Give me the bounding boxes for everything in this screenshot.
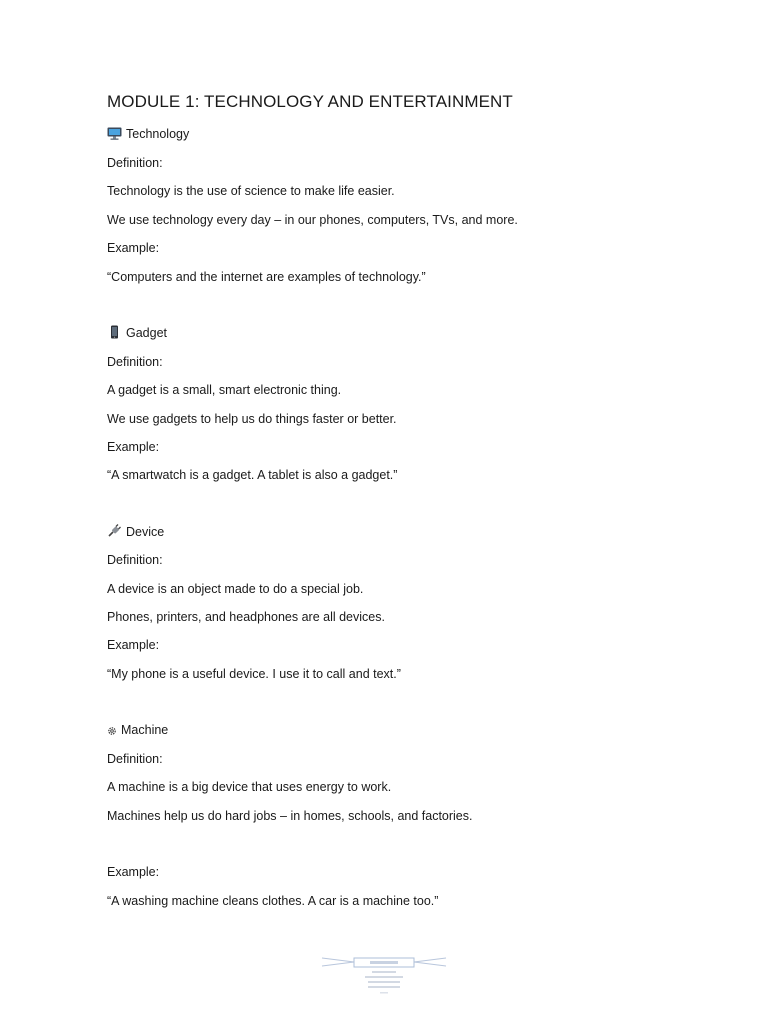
gear-icon bbox=[107, 722, 118, 738]
example-text: “Computers and the internet are examples of technology.” bbox=[107, 270, 426, 284]
definition-label: Definition: bbox=[107, 752, 163, 766]
example-label: Example: bbox=[107, 638, 160, 652]
definition-label: Definition: bbox=[107, 355, 163, 369]
definition-text: Machines help us do hard jobs – in homes, schools, and factories. bbox=[107, 809, 473, 823]
example-label: Example: bbox=[107, 865, 160, 879]
definition-text: We use technology every day – in our phones, computers, TVs, and more. bbox=[107, 213, 518, 227]
desktop-computer-icon bbox=[107, 126, 123, 142]
definition-text: Phones, printers, and headphones are all devices. bbox=[107, 610, 385, 624]
example-label: Example: bbox=[107, 440, 160, 454]
footer-logo-icon bbox=[320, 952, 448, 996]
definition-label: Definition: bbox=[107, 156, 163, 170]
page-title: MODULE 1: TECHNOLOGY AND ENTERTAINMENT bbox=[107, 92, 513, 111]
electric-plug-icon bbox=[107, 524, 123, 540]
mobile-phone-icon bbox=[107, 325, 123, 341]
section-heading-device: Device bbox=[107, 524, 164, 540]
definition-text: We use gadgets to help us do things faster or better. bbox=[107, 412, 397, 426]
section-heading-technology: Technology bbox=[107, 126, 189, 142]
example-text: “My phone is a useful device. I use it to call and text.” bbox=[107, 667, 401, 681]
definition-text: Technology is the use of science to make life easier. bbox=[107, 184, 395, 198]
definition-text: A device is an object made to do a special job. bbox=[107, 582, 364, 596]
example-text: “A washing machine cleans clothes. A car is a machine too.” bbox=[107, 894, 439, 908]
definition-label: Definition: bbox=[107, 553, 163, 567]
example-text: “A smartwatch is a gadget. A tablet is also a gadget.” bbox=[107, 468, 398, 482]
definition-text: A gadget is a small, smart electronic thing. bbox=[107, 383, 342, 397]
example-label: Example: bbox=[107, 241, 160, 255]
section-heading-gadget: Gadget bbox=[107, 325, 167, 341]
definition-text: A machine is a big device that uses energy to work. bbox=[107, 780, 392, 794]
section-heading-machine: Machine bbox=[107, 722, 168, 738]
